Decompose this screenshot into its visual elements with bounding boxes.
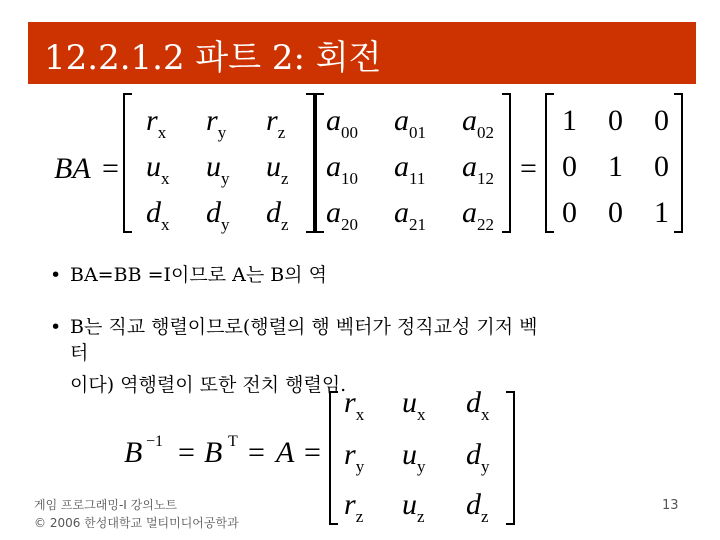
eq1-identity-entry: 1 [608, 150, 623, 183]
page-number: 13 [662, 498, 679, 513]
eq2-matrix-entry: $u_y$ [402, 438, 426, 476]
eq2-matrix-entry: $r_x$ [344, 386, 365, 424]
eq1-matrix-a-entry: $a_{12}$ [462, 150, 494, 188]
eq1-matrix-a-entry: $a_{20}$ [326, 196, 358, 234]
eq2-matrix-entry: $r_z$ [344, 488, 364, 526]
eq1-identity-entry: 0 [562, 196, 577, 229]
bullet-dot: • [50, 316, 62, 338]
eq1-matrix-a-right-bracket [502, 94, 510, 232]
eq1-matrix-r-entry: $d_y$ [206, 196, 230, 234]
eq1-lhs: BA [54, 152, 91, 185]
eq1-identity-entry: 0 [608, 196, 623, 229]
eq1-matrix-r-entry: $r_z$ [266, 104, 286, 142]
eq1-matrix-a-entry: $a_{22}$ [462, 196, 494, 234]
eq1-identity-entry: 1 [562, 104, 577, 137]
eq1-matrix-r-entry: $u_x$ [146, 150, 170, 188]
footer-course: 게임 프로그래밍-I 강의노트 [34, 498, 178, 512]
eq2-matrix-entry: $d_x$ [466, 386, 490, 424]
eq1-identity-left-bracket [546, 94, 554, 232]
bullet-1-text: BA=BB =I이므로 A는 B의 역 [70, 264, 327, 286]
eq1-matrix-r-entry: $d_x$ [146, 196, 170, 234]
eq1-identity-entry: 0 [562, 150, 577, 183]
eq2-matrix-left-bracket [330, 392, 338, 524]
eq1-identity-right-bracket [674, 94, 682, 232]
eq1-identity-entry: 0 [608, 104, 623, 137]
eq1-matrix-r-entry: $u_y$ [206, 150, 230, 188]
eq1-matrix-a-left-bracket [316, 94, 324, 232]
eq1-matrix-r-right-bracket [306, 94, 314, 232]
eq2-matrix-entry: $r_y$ [344, 438, 365, 476]
eq1-matrix-a-entry: $a_{01}$ [394, 104, 426, 142]
bullet-2-line1: B는 직교 행렬이므로(행렬의 행 벡터가 정직교성 기저 벡 [70, 316, 538, 338]
eq1-identity-entry: 0 [654, 150, 669, 183]
eq1-matrix-a-entry: $a_{02}$ [462, 104, 494, 142]
eq2-matrix-entry: $d_z$ [466, 488, 489, 526]
eq2-matrix-entry: $u_z$ [402, 488, 425, 526]
eq1-matrix-a-entry: $a_{21}$ [394, 196, 426, 234]
eq1-matrix-r-entry: $r_x$ [146, 104, 167, 142]
eq2-equals-2: = [248, 436, 265, 469]
eq2-b: B [124, 436, 143, 469]
eq2-inverse-exponent: −1 [146, 433, 164, 450]
eq2-matrix-entry: $u_x$ [402, 386, 426, 424]
eq2-matrix-right-bracket [506, 392, 514, 524]
eq2-matrix-entry: $d_y$ [466, 438, 490, 476]
eq1-identity-entry: 0 [654, 104, 669, 137]
eq2-transpose-exponent: T [228, 433, 238, 450]
eq2-equals-1: = [178, 436, 195, 469]
footer-copyright: © 2006 한성대학교 멀티미디어공학과 [34, 516, 239, 530]
eq1-matrix-r-entry: $u_z$ [266, 150, 289, 188]
eq1-matrix-r-entry: $d_z$ [266, 196, 289, 234]
eq1-matrix-r-left-bracket [124, 94, 132, 232]
eq1-equals: = [102, 152, 119, 185]
eq2-b-2: B [204, 436, 223, 469]
eq2-a: A [276, 436, 295, 469]
bullet-2-line2: 터 [70, 342, 89, 364]
bullet-2 [50, 314, 538, 340]
bullet-1 [50, 262, 327, 288]
bullet-2-line3: 이다) 역행렬이 또한 전치 행렬임. [70, 374, 347, 396]
eq1-matrix-a-entry: $a_{11}$ [394, 150, 426, 188]
eq2-equals-3: = [304, 436, 321, 469]
bullet-dot: • [50, 264, 62, 286]
eq1-identity-entry: 1 [654, 196, 669, 229]
slide-title: 12.2.1.2 파트 2: 회전 [44, 38, 382, 78]
eq1-matrix-r-entry: $r_y$ [206, 104, 227, 142]
eq1-matrix-a-entry: $a_{10}$ [326, 150, 358, 188]
eq1-equals-2: = [520, 152, 537, 185]
eq1-matrix-a-entry: $a_{00}$ [326, 104, 358, 142]
